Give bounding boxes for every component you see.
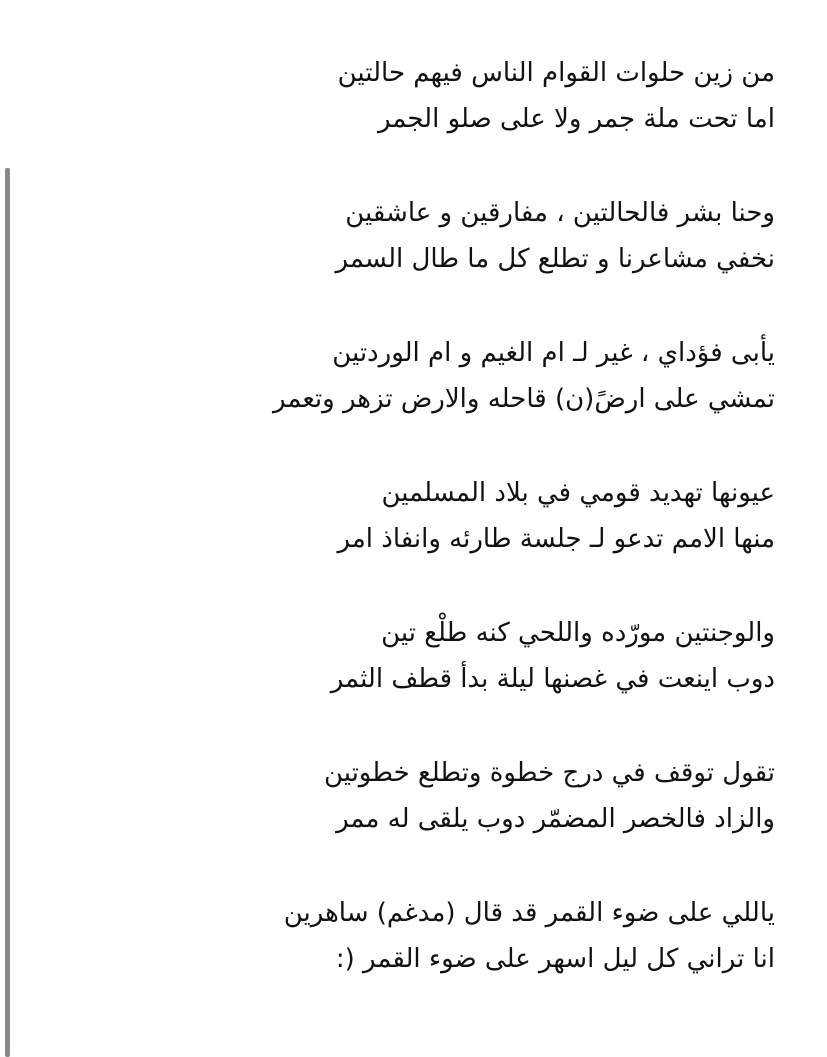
stanza xyxy=(135,890,775,982)
poem-line: نخفي مشاعرنا و تطلع كل ما طال السمر xyxy=(335,244,775,274)
poem-text xyxy=(135,50,775,1030)
stanza xyxy=(135,190,775,282)
poem-line: منها الامم تدعو لـ جلسة طارئه وانفاذ امر xyxy=(337,524,775,554)
poem-line: ياللي على ضوء القمر قد قال (مدغم) ساهرين xyxy=(283,898,775,928)
poem-line: تمشي على ارضً(ن) قاحله والارض تزهر وتعمر xyxy=(272,384,775,414)
poem-line: والوجنتين مورّده واللحي كنه طلْع تين xyxy=(381,618,775,648)
stanza xyxy=(135,50,775,142)
poem-line: دوب اينعت في غصنها ليلة بدأ قطف الثمر xyxy=(330,664,775,694)
stanza xyxy=(135,330,775,422)
poem-line: عيونها تهديد قومي في بلاد المسلمين xyxy=(381,478,775,508)
poem-line: تقول توقف في درج خطوة وتطلع خطوتين xyxy=(323,758,775,788)
poem-line: انا تراني كل ليل اسهر على ضوء القمر (: xyxy=(335,944,775,974)
stanza xyxy=(135,610,775,702)
poem-line: من زين حلوات القوام الناس فيهم حالتين xyxy=(337,58,775,88)
stanza xyxy=(135,750,775,842)
stanza xyxy=(135,470,775,562)
poem-line: والزاد فالخصر المضمّر دوب يلقى له ممر xyxy=(336,804,775,834)
poem-line: اما تحت ملة جمر ولا على صلو الجمر xyxy=(378,104,775,134)
vertical-scrollbar[interactable] xyxy=(5,168,10,1057)
poem-line: وحنا بشر فالحالتين ، مفارقين و عاشقين xyxy=(345,198,775,228)
poem-line: يأبى فؤداي ، غير لـ ام الغيم و ام الوردتين xyxy=(332,338,775,368)
